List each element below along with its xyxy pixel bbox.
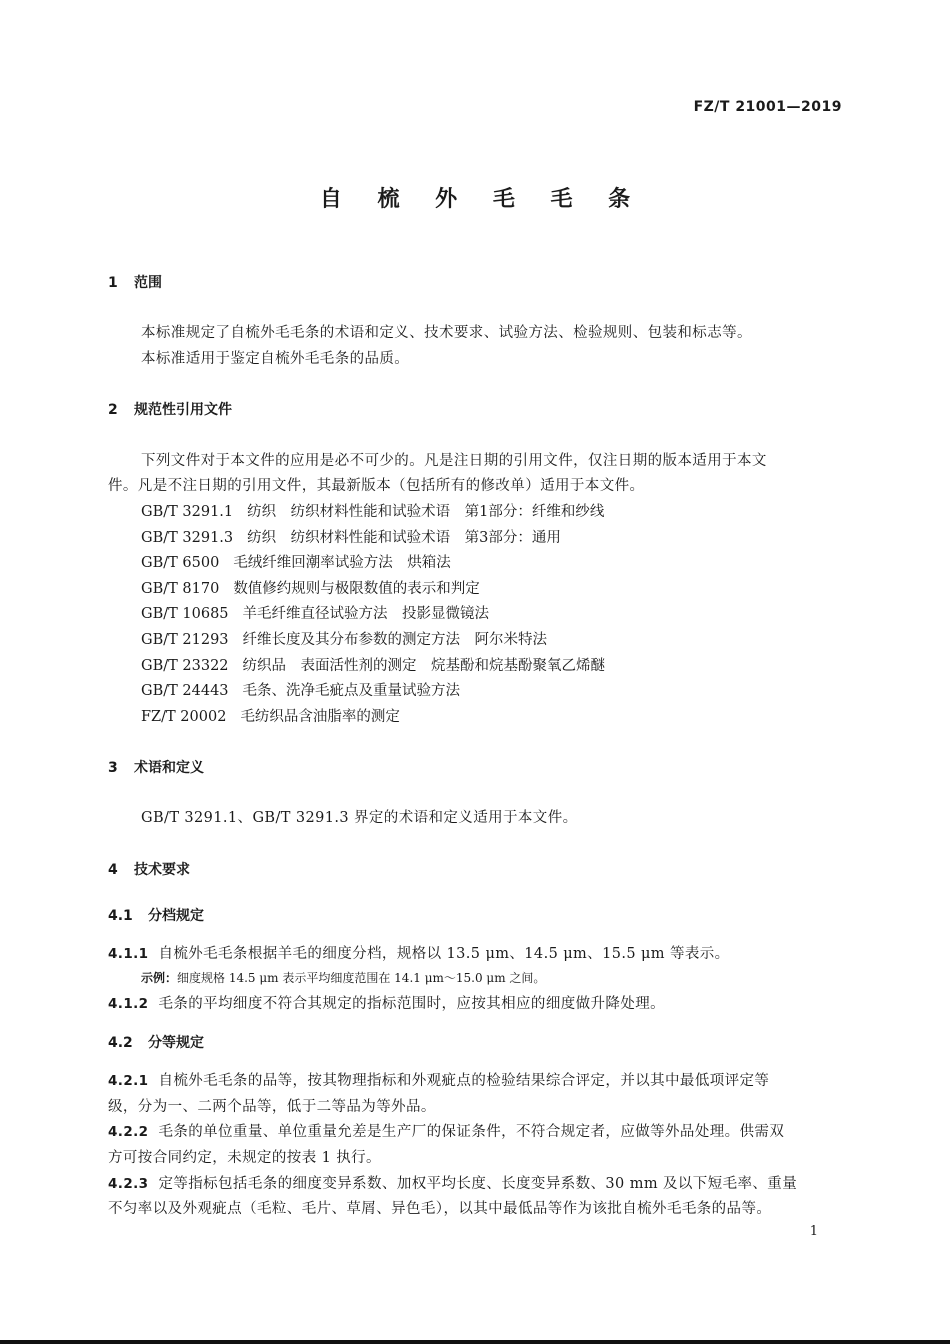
reference-item (141, 500, 604, 521)
reference-code: GB/T 10685 (141, 606, 229, 622)
subsection-number: 4.1 (108, 908, 133, 924)
reference-title: 纤维长度及其分布参数的测定方法 阿尔米特法 (242, 632, 548, 648)
clause-number: 4.2.2 (108, 1124, 149, 1140)
example-label: 示例： (141, 971, 178, 985)
reference-item (141, 679, 460, 700)
reference-code: GB/T 8170 (141, 581, 220, 597)
reference-title: 毛绒纤维回潮率试验方法 烘箱法 (233, 555, 451, 571)
page-number: 1 (809, 1224, 818, 1239)
reference-code: GB/T 3291.1 (141, 504, 234, 520)
clause-4-2-2 (108, 1120, 784, 1141)
section-2-heading (108, 399, 232, 419)
reference-title: 数值修约规则与极限数值的表示和判定 (233, 581, 480, 597)
section-number: 2 (108, 402, 118, 418)
clause-4-1-1 (108, 942, 730, 963)
reference-item (141, 577, 480, 598)
subsection-title: 分档规定 (148, 908, 204, 924)
reference-code: GB/T 23322 (141, 658, 229, 674)
clause-number: 4.1.2 (108, 996, 149, 1012)
reference-title: 纺织品 表面活性剂的测定 烷基酚和烷基酚聚氧乙烯醚 (242, 658, 606, 674)
clause-4-1-2 (108, 992, 665, 1013)
reference-item (141, 654, 605, 675)
reference-code: GB/T 24443 (141, 683, 229, 699)
reference-item (141, 602, 489, 623)
example-text: 细度规格 14.5 μm 表示平均细度范围在 14.1 μm～15.0 μm 之间。 (177, 971, 546, 985)
section-title: 技术要求 (134, 862, 190, 878)
paragraph-continued: 件。凡是不注日期的引用文件，其最新版本（包括所有的修改单）适用于本文件。 (108, 478, 645, 494)
clause-4-2-1 (108, 1069, 769, 1090)
section-number: 3 (108, 760, 118, 776)
reference-title: 毛纺织品含油脂率的测定 (240, 709, 400, 725)
section-3-heading (108, 757, 204, 777)
document-title: 自 梳 外 毛 毛 条 (319, 187, 645, 212)
section-title: 术语和定义 (134, 760, 204, 776)
reference-title: 纺织 纺织材料性能和试验术语 第1部分：纤维和纱线 (247, 504, 605, 520)
page-bottom-border (0, 1340, 950, 1344)
clause-text: 自梳外毛毛条根据羊毛的细度分档，规格以 13.5 μm、14.5 μm、15.5 μm 等表示。 (158, 946, 730, 962)
clause-number: 4.1.1 (108, 946, 149, 962)
section-number: 1 (108, 275, 118, 291)
clause-4-2-3 (108, 1172, 797, 1193)
reference-title: 羊毛纤维直径试验方法 投影显微镜法 (242, 606, 490, 622)
clause-text: 毛条的单位重量、单位重量允差是生产厂的保证条件，不符合规定者，应做等外品处理。供需双 (158, 1124, 785, 1140)
clause-text: 自梳外毛毛条的品等，按其物理指标和外观疵点的检验结果综合评定，并以其中最低项评定等 (158, 1073, 770, 1089)
subsection-4-1-heading (108, 905, 204, 925)
reference-item (141, 551, 451, 572)
reference-item (141, 526, 561, 547)
reference-title: 纺织 纺织材料性能和试验术语 第3部分：通用 (247, 530, 561, 546)
paragraph: GB/T 3291.1、GB/T 3291.3 界定的术语和定义适用于本文件。 (141, 810, 578, 826)
example-note (141, 969, 545, 986)
section-title: 规范性引用文件 (134, 402, 232, 418)
subsection-number: 4.2 (108, 1035, 133, 1051)
reference-code: GB/T 6500 (141, 555, 220, 571)
subsection-title: 分等规定 (148, 1035, 204, 1051)
section-1-heading (108, 272, 162, 292)
standard-code: FZ/T 21001—2019 (693, 99, 842, 115)
clause-continued: 级，分为一、二两个品等，低于二等品为等外品。 (108, 1099, 436, 1115)
reference-code: GB/T 21293 (141, 632, 229, 648)
clause-text: 定等指标包括毛条的细度变异系数、加权平均长度、长度变异系数、30 mm 及以下短毛率、重量 (158, 1176, 798, 1192)
subsection-4-2-heading (108, 1032, 204, 1052)
section-title: 范围 (134, 275, 162, 291)
clause-text: 毛条的平均细度不符合其规定的指标范围时，应按其相应的细度做升降处理。 (158, 996, 666, 1012)
reference-code: FZ/T 20002 (141, 709, 227, 725)
reference-title: 毛条、洗净毛疵点及重量试验方法 (242, 683, 461, 699)
reference-code: GB/T 3291.3 (141, 530, 234, 546)
reference-item (141, 628, 547, 649)
clause-continued: 不匀率以及外观疵点（毛粒、毛片、草屑、异色毛），以其中最低品等作为该批自梳外毛毛条的品等。 (108, 1201, 772, 1217)
paragraph: 本标准适用于鉴定自梳外毛毛条的品质。 (141, 351, 410, 367)
clause-continued: 方可按合同约定，未规定的按表 1 执行。 (108, 1150, 381, 1166)
paragraph: 本标准规定了自梳外毛毛条的术语和定义、技术要求、试验方法、检验规则、包装和标志等。 (141, 325, 752, 341)
clause-number: 4.2.3 (108, 1176, 149, 1192)
section-4-heading (108, 859, 190, 879)
paragraph: 下列文件对于本文件的应用是必不可少的。凡是注日期的引用文件，仅注日期的版本适用于本文 (141, 453, 767, 469)
reference-item (141, 705, 400, 726)
section-number: 4 (108, 862, 118, 878)
clause-number: 4.2.1 (108, 1073, 149, 1089)
